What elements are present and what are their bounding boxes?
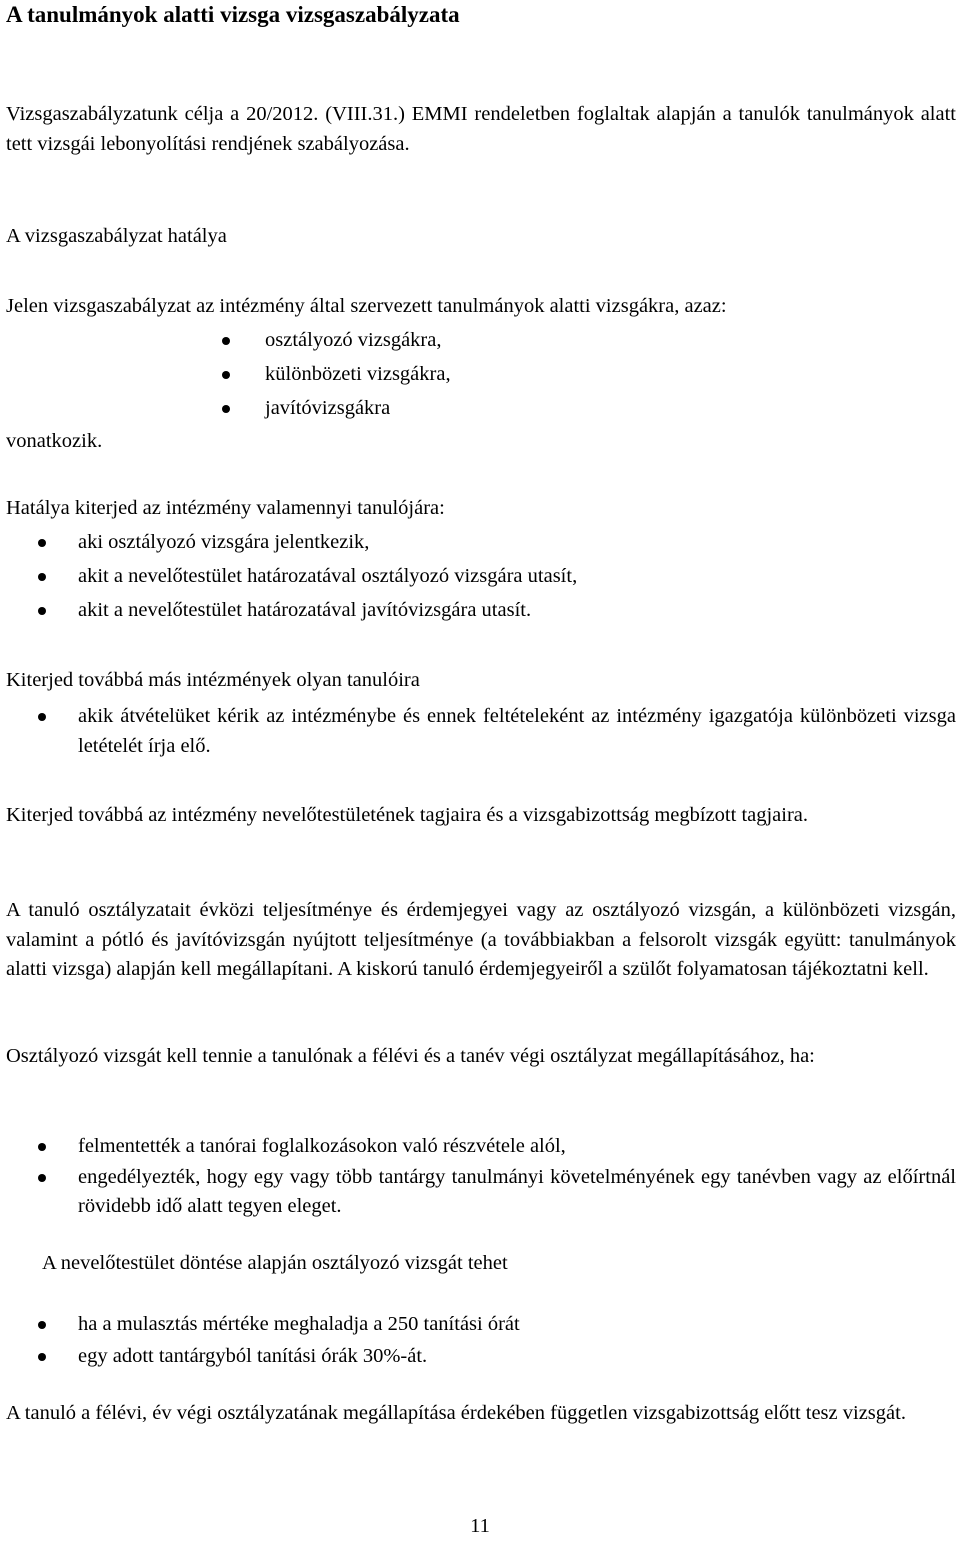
- bullet-icon: [222, 337, 230, 345]
- bullet-icon: [38, 713, 46, 721]
- exam-types-list: [222, 326, 451, 428]
- board-decision-intro: A nevelőtestület döntése alapján osztályozó vizsgát tehet: [42, 1252, 508, 1274]
- list-item: [38, 702, 956, 761]
- intro-paragraph: Vizsgaszabályzatunk célja a 20/2012. (VIII.31.) EMMI rendeletben foglaltak alapján a tanulók tanulmányok alatt tett vizsgái lebonyolítási rendjének szabályozása.: [6, 103, 956, 155]
- bullet-icon: [38, 1174, 46, 1182]
- list-item-text: osztályozó vizsgákra,: [265, 329, 442, 351]
- bullet-icon: [38, 1143, 46, 1151]
- list-item-text: akik átvételüket kérik az intézménybe és ennek feltételeként az intézmény igazgatója különbözeti vizsga letételét írja elő.: [78, 705, 956, 757]
- scope-outro: vonatkozik.: [6, 430, 103, 452]
- list-item-text: engedélyezték, hogy egy vagy több tantárgy tanulmányi követelményének egy tanévben vagy az előírtnál rövidebb idő alatt tegyen eleget.: [78, 1165, 956, 1217]
- list-item-text: akit a nevelőtestület határozatával javítóvizsgára utasít.: [78, 599, 532, 621]
- bullet-icon: [38, 1321, 46, 1329]
- staff-paragraph: Kiterjed továbbá az intézmény nevelőtestületének tagjaira és a vizsgabizottság megbízott tagjaira.: [6, 804, 809, 826]
- list-item: [38, 528, 577, 562]
- grading-exam-intro: Osztályozó vizsgát kell tennie a tanulónak a félévi és a tanév végi osztályzat megállapításához, ha:: [6, 1045, 815, 1067]
- list-item: [38, 1163, 956, 1222]
- list-item: [222, 360, 451, 394]
- list-item: [38, 1342, 520, 1374]
- list-item-text: aki osztályozó vizsgára jelentkezik,: [78, 531, 370, 553]
- list-item: [38, 1132, 956, 1162]
- page-number: 11: [470, 1515, 490, 1537]
- list-item: [38, 562, 577, 596]
- grades-paragraph: A tanuló osztályzatait évközi teljesítménye és érdemjegyei vagy az osztályozó vizsgán, a különbözeti vizsgán, valamint a pótló és javítóvizsgán nyújtott teljesítménye (a továbbiakban a felsorolt vizsgák együtt: tanulmányok alatti vizsga) alapján kell megállapítani. A kiskorú tanuló érdemjegyeiről a szülőt folyamatosan tájékoztatni kell.: [6, 899, 956, 980]
- list-item-text: különbözeti vizsgákra,: [265, 363, 451, 385]
- list-item: [222, 326, 451, 360]
- document-title: A tanulmányok alatti vizsga vizsgaszabályzata: [6, 2, 460, 27]
- bullet-icon: [222, 405, 230, 413]
- grading-exam-cases-list: [38, 1132, 956, 1222]
- other-list: [38, 702, 956, 761]
- independent-paragraph: A tanuló a félévi, év végi osztályzatának megállapítása érdekében független vizsgabizottság előtt tesz vizsgát.: [6, 1402, 906, 1424]
- bullet-icon: [38, 1353, 46, 1361]
- bullet-icon: [222, 371, 230, 379]
- scope-heading: A vizsgaszabályzat hatálya: [6, 225, 227, 247]
- students-intro: Hatálya kiterjed az intézmény valamennyi tanulójára:: [6, 497, 445, 519]
- students-list: [38, 528, 577, 630]
- list-item: [222, 394, 451, 428]
- list-item: [38, 1310, 520, 1342]
- list-item-text: javítóvizsgákra: [265, 397, 391, 419]
- list-item-text: ha a mulasztás mértéke meghaladja a 250 tanítási órát: [78, 1313, 520, 1335]
- other-intro: Kiterjed továbbá más intézmények olyan tanulóira: [6, 669, 420, 691]
- bullet-icon: [38, 539, 46, 547]
- list-item-text: akit a nevelőtestület határozatával osztályozó vizsgára utasít,: [78, 565, 578, 587]
- bullet-icon: [38, 573, 46, 581]
- board-decision-list: [38, 1310, 520, 1374]
- list-item-text: egy adott tantárgyból tanítási órák 30%-át.: [78, 1345, 428, 1367]
- list-item: [38, 596, 577, 630]
- list-item-text: felmentették a tanórai foglalkozásokon való részvétele alól,: [78, 1135, 566, 1157]
- scope-intro: Jelen vizsgaszabályzat az intézmény által szervezett tanulmányok alatti vizsgákra, azaz:: [6, 295, 727, 317]
- bullet-icon: [38, 607, 46, 615]
